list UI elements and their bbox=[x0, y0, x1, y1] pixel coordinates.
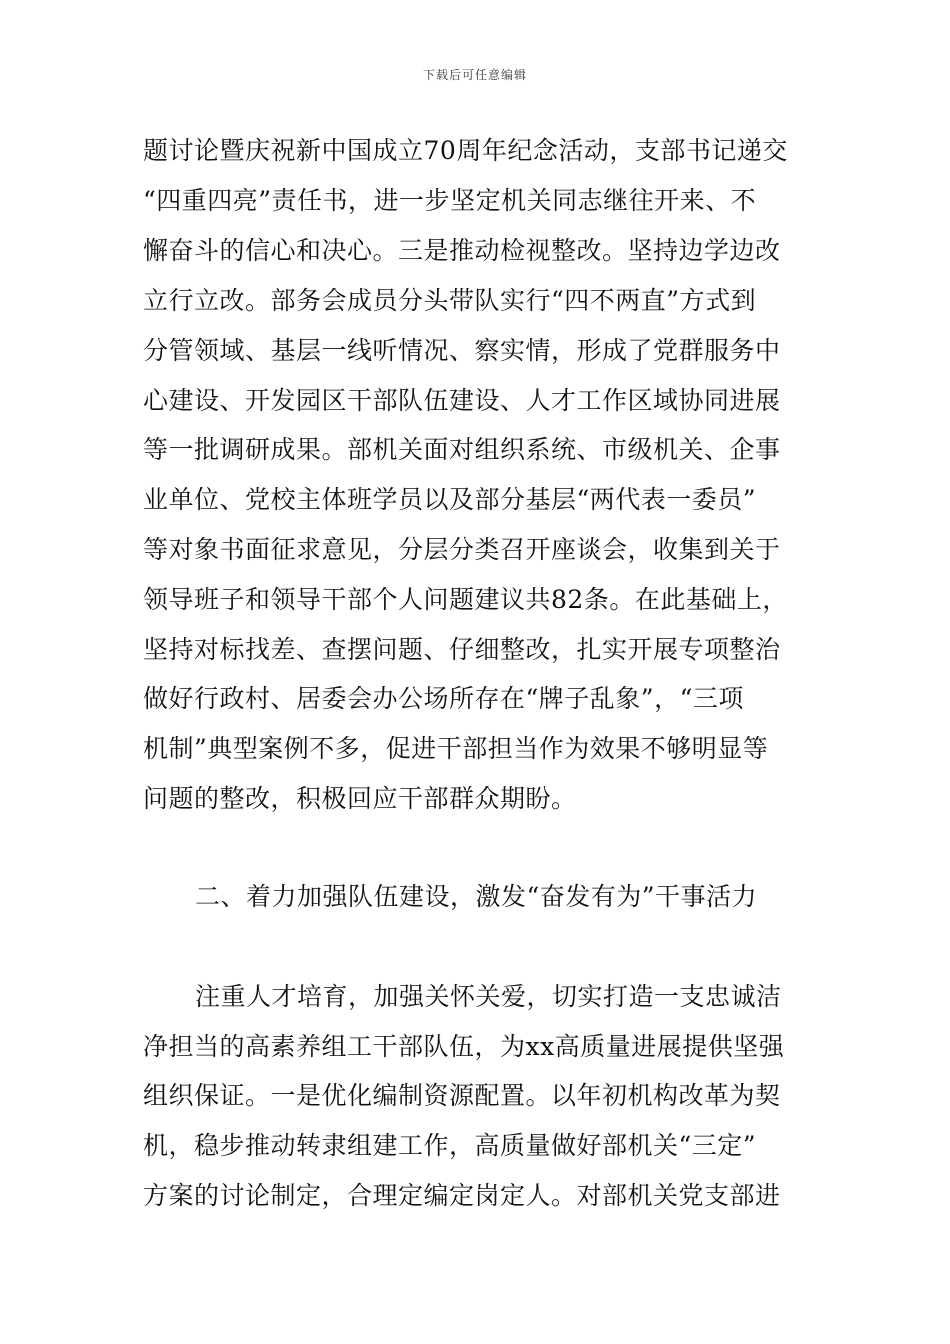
paragraph-2-line: 方案的讨论制定，合理定编定岗定人。对部机关党支部进 bbox=[143, 1181, 781, 1210]
paragraph-2-line: 注重人才培育，加强关怀关爱，切实打造一支忠诚洁 bbox=[195, 982, 782, 1011]
paragraph-1-line: 坚持对标找差、查摆问题、仔细整改，扎实开展专项整治 bbox=[143, 635, 781, 664]
paragraph-1-line: 心建设、开发园区干部队伍建设、人才工作区域协同进展 bbox=[143, 386, 781, 415]
section-heading: 二、着力加强队伍建设，激发“奋发有为”干事活力 bbox=[195, 882, 758, 911]
paragraph-1-line: 领导班子和领导干部个人问题建议共82条。在此基础上， bbox=[143, 585, 788, 614]
paragraph-1-line: 机制”典型案例不多，促进干部担当作为效果不够明显等 bbox=[143, 734, 769, 763]
paragraph-2-line: 组织保证。一是优化编制资源配置。以年初机构改革为契 bbox=[143, 1081, 781, 1110]
paragraph-1-line: 等一批调研成果。部机关面对组织系统、市级机关、企事 bbox=[143, 435, 781, 464]
paragraph-1-line: 立行立改。部务会成员分头带队实行“四不两直”方式到 bbox=[143, 286, 757, 315]
paragraph-2-line: 机，稳步推动转隶组建工作，高质量做好部机关“三定” bbox=[143, 1131, 757, 1160]
paragraph-1-line: “四重四亮”责任书，进一步坚定机关同志继往开来、不 bbox=[143, 186, 757, 215]
paragraph-1-line: 题讨论暨庆祝新中国成立70周年纪念活动，支部书记递交 bbox=[143, 136, 788, 165]
paragraph-2-line: 净担当的高素养组工干部队伍，为xx高质量进展提供坚强 bbox=[143, 1032, 785, 1061]
paragraph-1-line: 分管领域、基层一线听情况、察实情，形成了党群服务中 bbox=[143, 336, 781, 365]
paragraph-1-line: 问题的整改，积极回应干部群众期盼。 bbox=[143, 784, 577, 813]
paragraph-1-line: 做好行政村、居委会办公场所存在“牌子乱象”，“三项 bbox=[143, 684, 744, 713]
paragraph-1-line: 等对象书面征求意见，分层分类召开座谈会，收集到关于 bbox=[143, 535, 781, 564]
paragraph-1-line: 业单位、党校主体班学员以及部分基层“两代表一委员” bbox=[143, 485, 757, 514]
page-header-note: 下载后可任意编辑 bbox=[422, 68, 527, 82]
paragraph-1-line: 懈奋斗的信心和决心。三是推动检视整改。坚持边学边改 bbox=[143, 236, 781, 265]
